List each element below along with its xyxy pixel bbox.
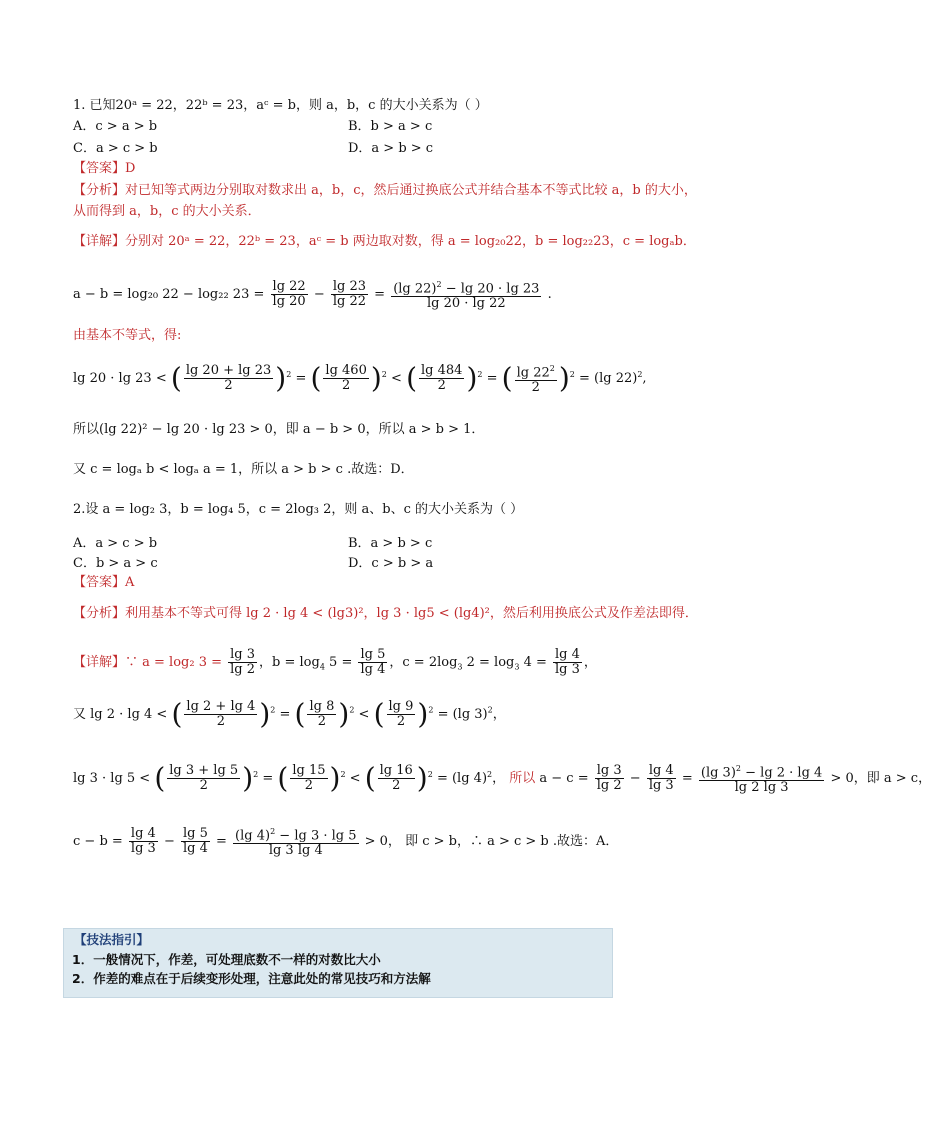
q2-conclusion: 即 c > b，∴ a > c > b .故选：A． [405,834,619,850]
q2-detail-lhs: 【详解】∵ a = log₂ 3 = [73,655,222,670]
q1-basic-inequality-label: 由基本不等式，得: [73,328,182,343]
q1-option-c: C．a > c > b [73,141,158,156]
q1-option-d: D．a > b > c [348,141,434,156]
q2-detail: 【详解】∵ a = log₂ 3 = $\frac{\lg 3}{\lg 2}$ ，$b = \log_4 5$ = $\frac{\lg 5}{\lg 4}$ ，$c = 2\log_3$ $2 = \log_3 4$ = $\frac{\lg 4}{\lg 3}$ ， [73,647,597,677]
q1-analysis-line1: 【分析】对已知等式两边分别取对数求出 a，b，c，然后通过换底公式并结合基本不等式比较 a，b 的大小， [73,183,697,198]
q1-stem: 1. 已知20ᵃ = 22，22ᵇ = 23，aᶜ = b，则 a，b，c 的大小关系为（ ） [73,98,488,113]
q2-also-lhs: 又 lg 2 · lg 4 < [73,707,168,722]
tips-item-2: 2．作差的难点在于后续变形处理，注意此处的常见技巧和方法解 [72,971,431,986]
q2-second-inequality: lg 3 · lg 5 < ( $\frac{\lg 3 + \lg 5}{2}$ )$^2$ = ( $\frac{\lg 15}{2}$ )$^2$ < ( $\frac{\lg 16}{2}$ )$^2$ = (lg 4)$^2$， 所以 a − c = $\frac{\lg 3}{\lg 2}$ − $\frac{\lg 4}{\lg 3}$ = $\frac{(\lg 3)^2 - \lg 2 \cdot \lg 4}{\lg 2 \lg 3}$ > 0，即 a > c， [73,761,931,796]
q1-inequality-lhs: lg 20 · lg 23 < [73,371,167,387]
q2-option-d: D．c > b > a [348,556,434,571]
q1-so-line2: 又 c = logₐ b < logₐ a = 1，所以 a > b > c .故选：D． [73,462,414,477]
q1-inequality-chain: lg 20 · lg 23 < ( $\frac{\lg 20 + \lg 23}{2}$ )$^2$ = ( $\frac{\lg 460}{2}$ )$^2$ < ( $\frac{\lg 484}{2}$ )$^2$ = ( $\frac{\lg 22^2}{2}$ )$^2$ = (lg 22)$^2$, [73,361,647,396]
q1-answer: 【答案】D [73,161,136,176]
q2-analysis: 【分析】利用基本不等式可得 lg 2 · lg 4 < (lg3)²，lg 3 · lg5 < (lg4)²，然后利用换底公式及作差法即得． [73,606,698,621]
q2-stem: 2.设 a = log₂ 3，b = log₄ 5，c = 2log₃ 2，则 a、b、c 的大小关系为（ ） [73,502,524,517]
q2-option-a: A．a > c > b [73,536,158,551]
tips-box [63,928,613,998]
q2-option-c: C．b > a > c [73,556,158,571]
q1-analysis-line2: 从而得到 a，b，c 的大小关系． [73,204,261,219]
q1-so-line1: 所以(lg 22)² − lg 20 · lg 23 > 0，即 a − b > 0，所以 a > b > 1． [73,422,485,437]
q2-also-line: 又 lg 2 · lg 4 < ( $\frac{\lg 2 + \lg 4}{2}$ )$^2$ = ( $\frac{\lg 8}{2}$ )$^2$ < ( $\frac{\lg 9}{2}$ )$^2$ = (lg 3)$^2$， [73,697,506,731]
q1-option-a: A．c > a > b [73,119,158,134]
q1-detail: 【详解】分别对 20ᵃ = 22，22ᵇ = 23，aᶜ = b 两边取对数，得 a = log₂₀22，b = log₂₂23，c = logₐb． [73,234,696,249]
q2-option-b: B．a > b > c [348,536,433,551]
q1-difference-lhs: a − b = log₂₀ 22 − log₂₂ 23 = [73,287,265,303]
q1-difference: a − b = log₂₀ 22 − log₂₂ 23 = $\frac{\lg 22}{\lg 20}$ − $\frac{\lg 23}{\lg 22}$ = $\frac{(\lg 22)^2 - \lg 20 \cdot \lg 23}{\lg 20 \cdot \lg 22}$ . [73,279,552,312]
q2-answer: 【答案】A [73,575,135,590]
tips-title: 【技法指引】 [74,932,150,947]
q2-c-minus-b: c − b = $\frac{\lg 4}{\lg 3}$ − $\frac{\lg 5}{\lg 4}$ = $\frac{(\lg 4)^2 - \lg 3 \cdot \lg 5}{\lg 3 \lg 4}$ > 0， 即 c > b，∴ a > c > b .故选：A． [73,826,619,859]
q1-option-b: B．b > a > c [348,119,433,134]
tips-item-1: 1．一般情况下，作差，可处理底数不一样的对数比大小 [72,952,381,967]
